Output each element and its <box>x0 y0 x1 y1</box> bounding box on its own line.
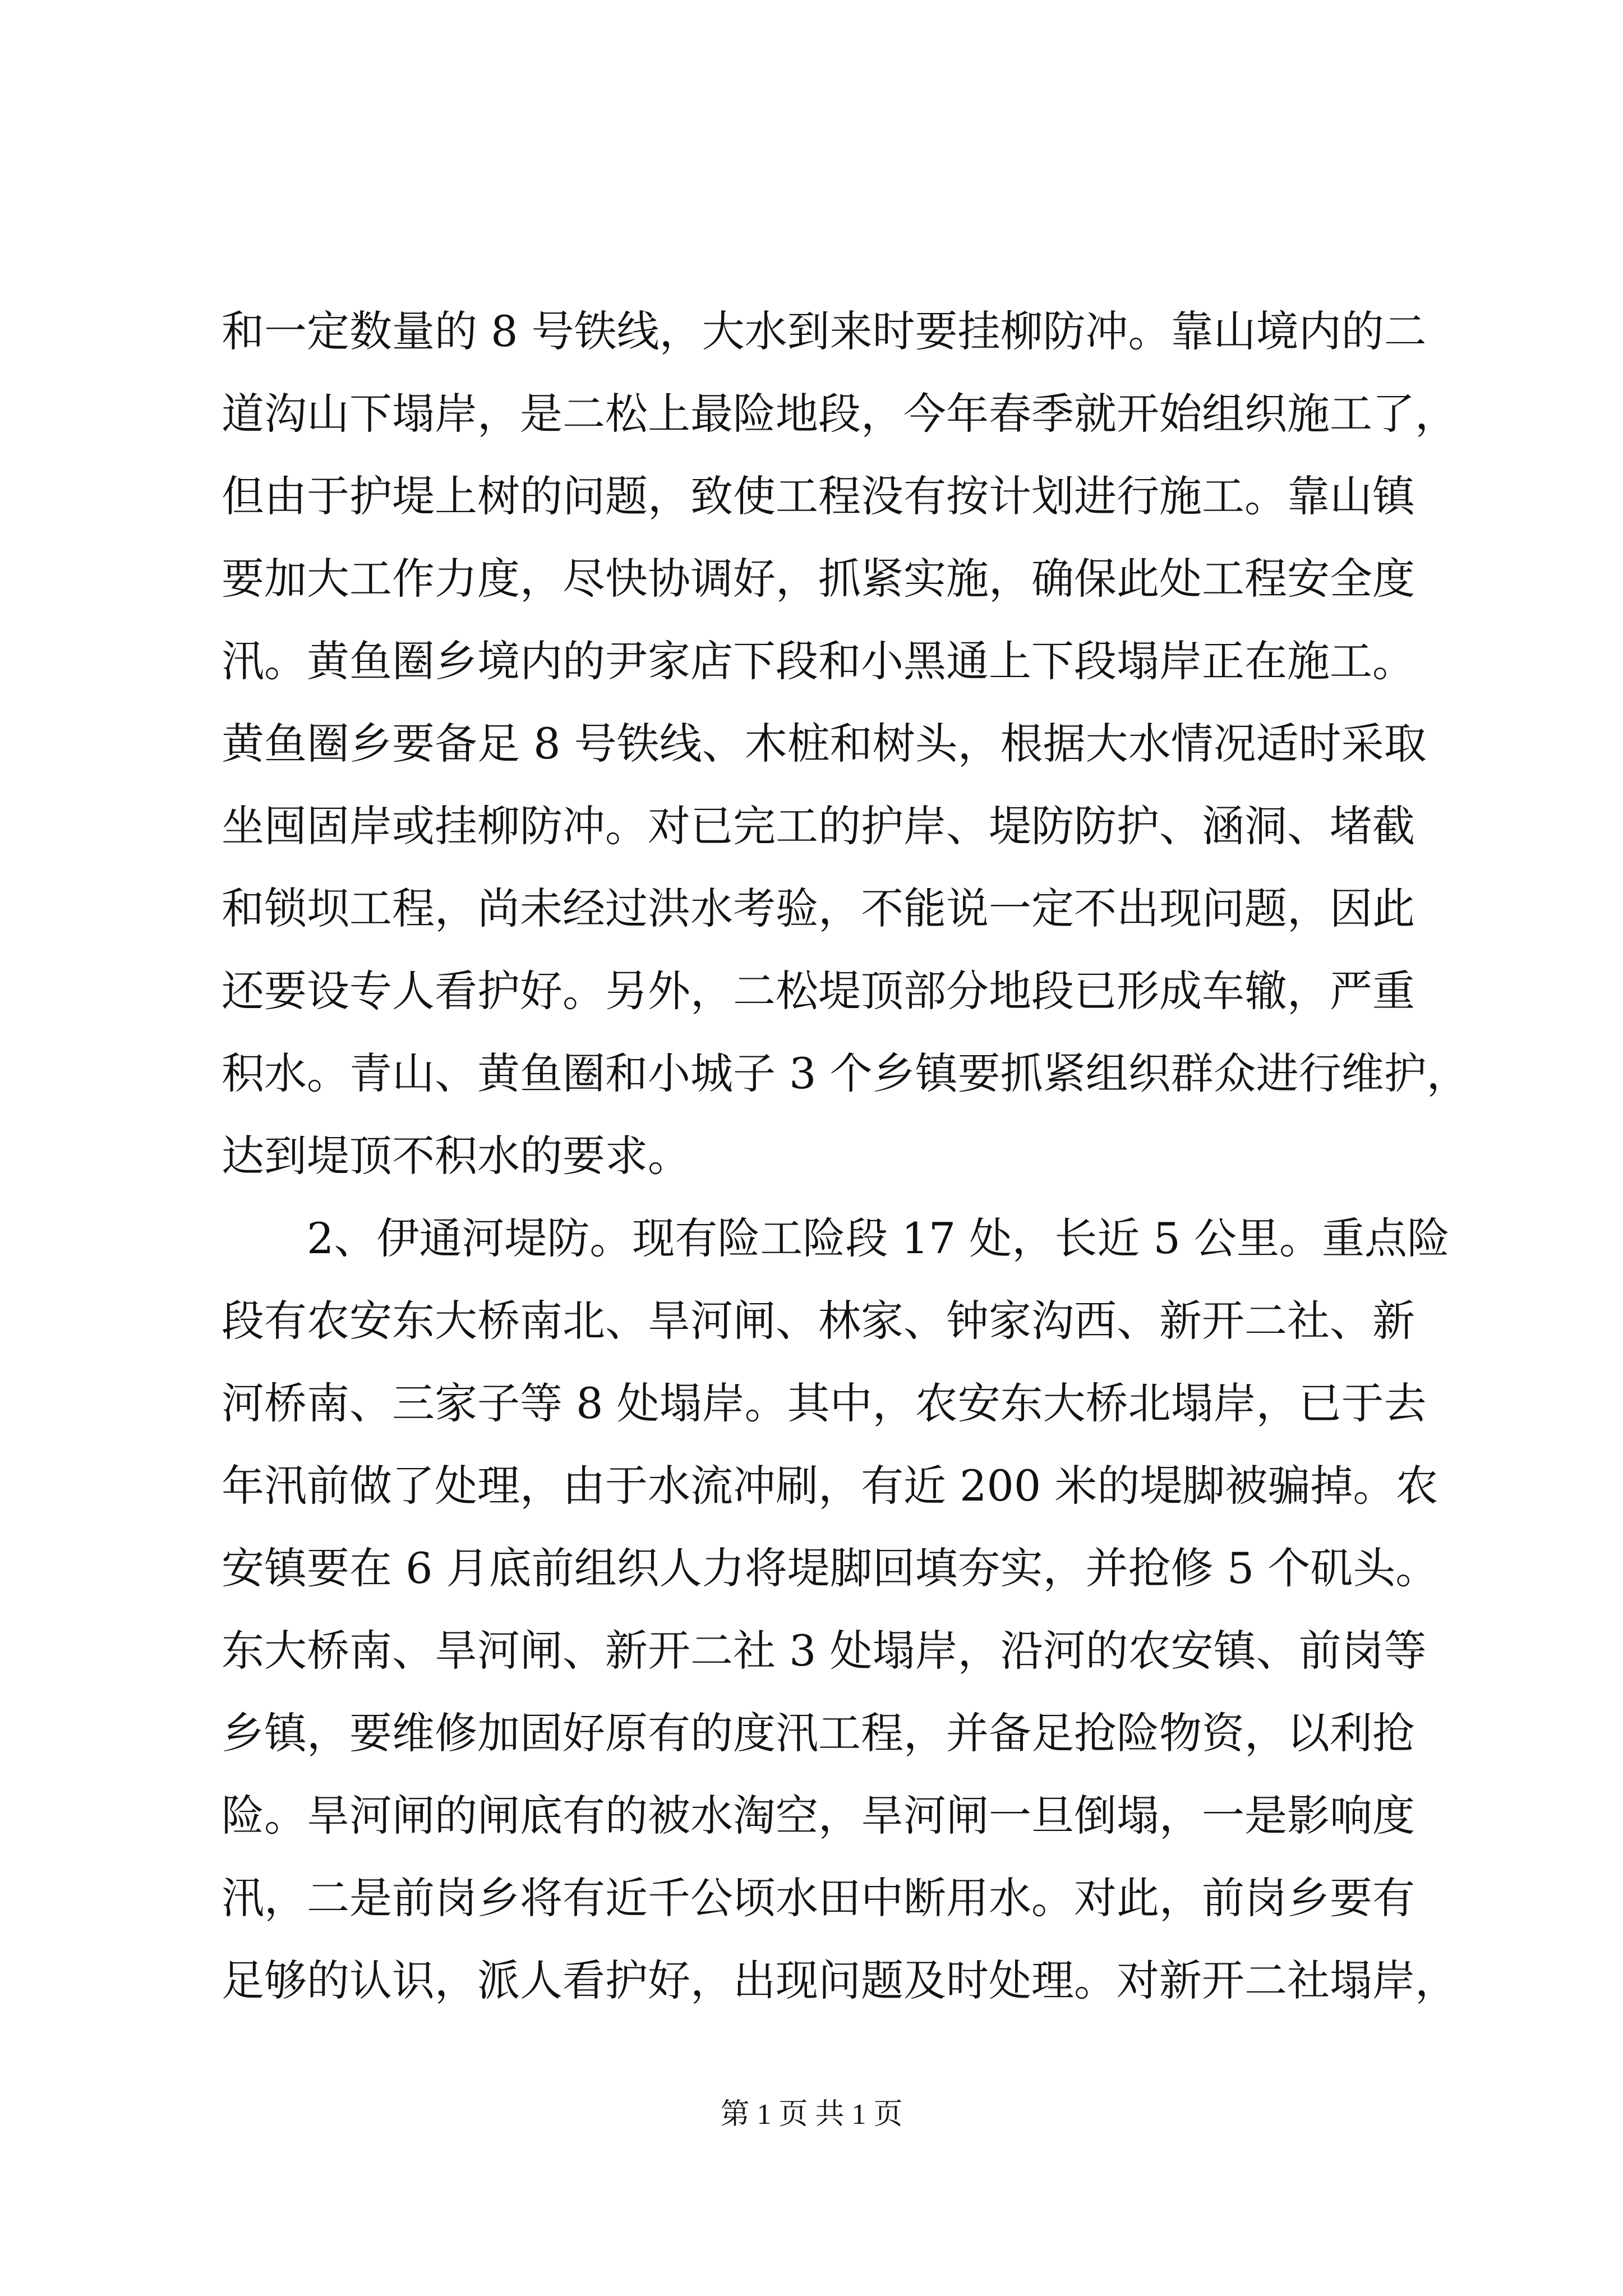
text-line: 足够的认识，派人看护好，出现问题及时处理。对新开二社塌岸， <box>222 1955 1458 2005</box>
text-line: 安镇要在 6 月底前组织人力将堤脚回填夯实，并抢修 5 个矶头。 <box>222 1543 1438 1593</box>
text-line: 还要设专人看护好。另外，二松堤顶部分地段已形成车辙，严重 <box>222 966 1415 1016</box>
text-line: 汛，二是前岗乡将有近千公顷水田中断用水。对此，前岗乡要有 <box>222 1873 1415 1923</box>
text-line: 积水。青山、黄鱼圈和小城子 3 个乡镇要抓紧组织群众进行维护， <box>222 1048 1469 1098</box>
text-line: 要加大工作力度，尽快协调好，抓紧实施，确保此处工程安全度 <box>222 554 1415 604</box>
text-line: 但由于护堤上树的问题，致使工程没有按计划进行施工。靠山镇 <box>222 471 1415 521</box>
document-body <box>222 290 1469 2022</box>
text-line: 险。旱河闸的闸底有的被水淘空，旱河闸一旦倒塌，一是影响度 <box>222 1791 1415 1841</box>
text-line: 汛。黄鱼圈乡境内的尹家店下段和小黑通上下段塌岸正在施工。 <box>222 636 1415 686</box>
text-line: 年汛前做了处理，由于水流冲刷，有近 200 米的堤脚被骗掉。农 <box>222 1461 1438 1511</box>
text-line: 东大桥南、旱河闸、新开二社 3 处塌岸，沿河的农安镇、前岗等 <box>222 1626 1427 1676</box>
text-line: 和一定数量的 8 号铁线，大水到来时要挂柳防冲。靠山境内的二 <box>222 306 1427 356</box>
text-line: 和锁坝工程，尚未经过洪水考验，不能说一定不出现问题，因此 <box>222 884 1415 933</box>
text-line: 黄鱼圈乡要备足 8 号铁线、木桩和树头，根据大水情况适时采取 <box>222 719 1427 769</box>
text-line: 道沟山下塌岸，是二松上最险地段，今年春季就开始组织施工了， <box>222 389 1458 439</box>
text-line: 达到堤顶不积水的要求。 <box>222 1131 690 1181</box>
text-line: 坐囤固岸或挂柳防冲。对已完工的护岸、堤防防护、涵洞、堵截 <box>222 801 1415 851</box>
text-line: 段有农安东大桥南北、旱河闸、林家、钟家沟西、新开二社、新 <box>222 1296 1415 1346</box>
paragraph-start-line: 2、伊通河堤防。现有险工险段 17 处，长近 5 公里。重点险 <box>307 1213 1450 1263</box>
page-number-footer: 第 1 页 共 1 页 <box>720 2099 903 2131</box>
text-line: 河桥南、三家子等 8 处塌岸。其中，农安东大桥北塌岸，已于去 <box>222 1378 1427 1428</box>
text-line: 乡镇，要维修加固好原有的度汛工程，并备足抢险物资，以利抢 <box>222 1708 1415 1758</box>
